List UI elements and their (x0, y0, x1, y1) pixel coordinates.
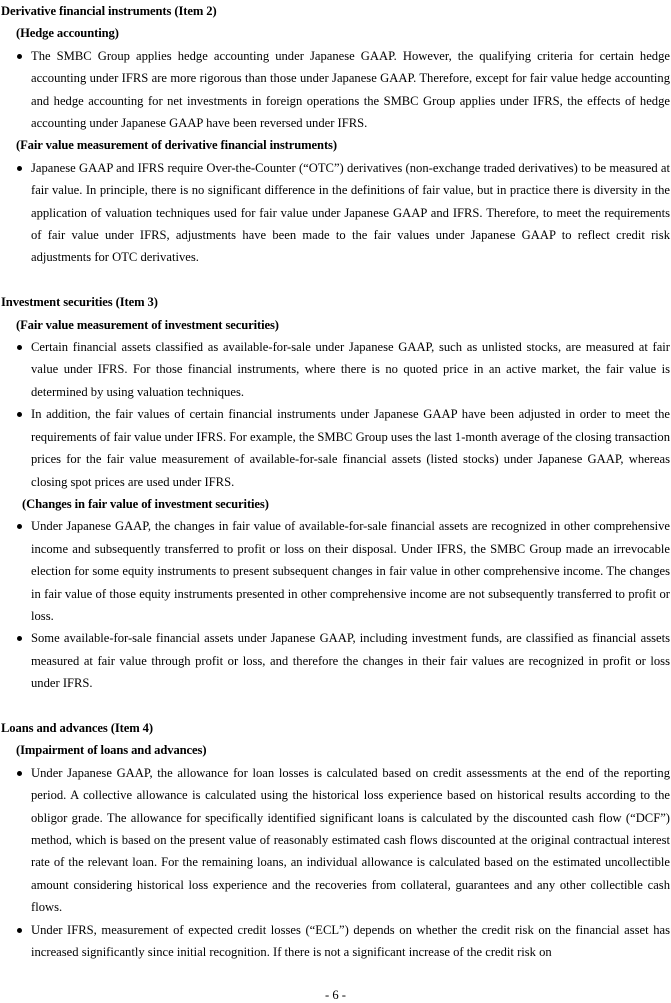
section-loans-advances (0, 717, 671, 963)
list-item: Under Japanese GAAP, the changes in fair value of available-for-sale financial assets are recognized in other comprehensive income and subsequently transferred to profit or loss on their disposal. Under IFRS, the SMBC Group made an irrevocable election for some equity instruments to present subsequent changes in fair value in other comprehensive income. The changes in fair value of those equity instruments presented in other comprehensive income are not subsequently transferred to profit or loss. (0, 515, 671, 627)
section-heading: Derivative financial instruments (Item 2) (1, 4, 217, 18)
list-item: Under IFRS, measurement of expected credit losses (“ECL”) depends on whether the credit risk on the financial asset has increased significantly since initial recognition. If there is not a significant increase of the credit risk on (0, 919, 671, 964)
subsection-heading: (Impairment of loans and advances) (16, 743, 207, 758)
bullet-list (0, 157, 671, 269)
section-heading: Loans and advances (Item 4) (1, 720, 153, 735)
list-item: Japanese GAAP and IFRS require Over-the-Counter (“OTC”) derivatives (non-exchange traded derivatives) to be measured at fair value. In principle, there is no significant difference in the definitions of fair value, but in practice there is diversity in the application of valuation techniques used for fair value under Japanese GAAP and IFRS. Therefore, to meet the requirements of fair value under IFRS, adjustments have been made to the fair values under Japanese GAAP to reflect credit risk adjustments for OTC derivatives. (0, 157, 671, 269)
subsection-heading: (Fair value measurement of derivative financial instruments) (16, 138, 337, 153)
subsection-heading: (Fair value measurement of investment securities) (16, 317, 279, 332)
subsection-heading: (Changes in fair value of investment securities) (22, 496, 269, 511)
bullet-list (0, 515, 671, 694)
page-number: - 6 - (325, 988, 346, 1002)
list-item: The SMBC Group applies hedge accounting under Japanese GAAP. However, the qualifying criteria for certain hedge accounting under IFRS are more rigorous than those under Japanese GAAP. Therefore, except for fair value hedge accounting and hedge accounting for net investments in foreign operations the SMBC Group applies under IFRS, the effects of hedge accounting under Japanese GAAP have been reversed under IFRS. (0, 45, 671, 135)
section-derivatives (0, 0, 671, 269)
bullet-list (0, 762, 671, 964)
list-item: Certain financial assets classified as available-for-sale under Japanese GAAP, such as unlisted stocks, are measured at fair value under IFRS. For those financial instruments, where there is no quoted price in an active market, the fair value is determined by using valuation techniques. (0, 336, 671, 403)
bullet-list (0, 336, 671, 493)
subsection-heading: (Hedge accounting) (16, 26, 119, 41)
section-investment-securities (0, 291, 671, 694)
bullet-list (0, 45, 671, 135)
list-item: In addition, the fair values of certain financial instruments under Japanese GAAP have been adjusted in order to meet the requirements of fair value under IFRS. For example, the SMBC Group uses the last 1-month average of the closing transaction prices for the fair value measurement of available-for-sale financial assets (listed stocks) under Japanese GAAP, whereas closing spot prices are used under IFRS. (0, 403, 671, 493)
section-heading: Investment securities (Item 3) (1, 295, 158, 310)
section-spacer (0, 695, 671, 717)
list-item: Some available-for-sale financial assets under Japanese GAAP, including investment funds, are classified as financial assets measured at fair value through profit or loss, and therefore the changes in their fair values are recognized in profit or loss under IFRS. (0, 627, 671, 694)
section-spacer (0, 269, 671, 291)
list-item: Under Japanese GAAP, the allowance for loan losses is calculated based on credit assessments at the end of the reporting period. A collective allowance is calculated using the historical loss experience based on historical results according to the obligor grade. The allowance for specifically identified significant loans is calculated by the discounted cash flow (“DCF”) method, which is based on the present value of reasonably estimated cash flows discounted at the original contractual interest rate of the relevant loan. For the remaining loans, an individual allowance is calculated based on the estimated uncollectible amount considering historical loss experience and the recoveries from collateral, guarantees and any other collectible cash flows. (0, 762, 671, 919)
